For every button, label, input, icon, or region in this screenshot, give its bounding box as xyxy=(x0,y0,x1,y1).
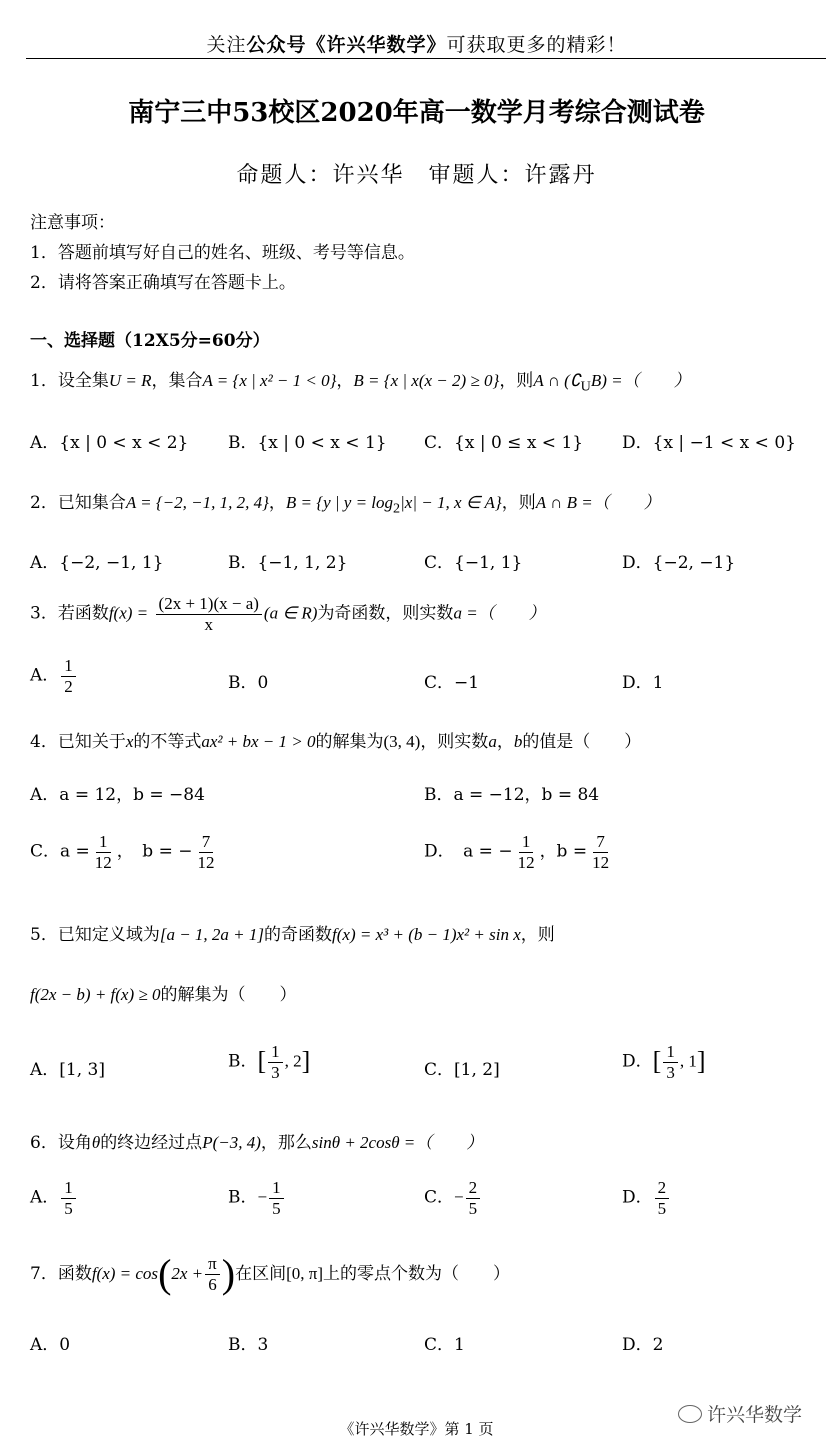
notes-item-2: 2．请将答案正确填写在答题卡上。 xyxy=(30,273,296,293)
exam-title: 南宁三中53校区2020年高一数学月考综合测试卷 xyxy=(128,98,705,128)
q6-option-d: D． $\frac{2}{5}$ xyxy=(622,1178,671,1218)
header-bold: 公众号《许兴华数学》 xyxy=(246,34,447,56)
question-7: 7．函数f(x) = cos(2x + $\frac{\pi}{6}$ )在区间[0, π]上的零点个数为（ ） xyxy=(30,1251,510,1296)
q1-option-b: B．{x | 0 < x < 1} xyxy=(228,433,387,453)
q1-option-d: D．{x | −1 < x < 0} xyxy=(622,433,796,453)
q3-option-b: B．0 xyxy=(228,673,269,693)
q7-option-b: B．3 xyxy=(228,1335,269,1355)
notes-heading: 注意事项： xyxy=(30,213,115,233)
question-5: 5．已知定义域为[a − 1, 2a + 1]的奇函数f(x) = x³ + (b − 1)x² + sin x，则 xyxy=(30,925,555,945)
q7-option-c: C．1 xyxy=(424,1335,465,1355)
q5-option-d: D．[ $\frac{1}{3}$ , 1] xyxy=(622,1042,706,1082)
header-pre: 关注 xyxy=(206,34,247,56)
header-post: 可获取更多的精彩！ xyxy=(446,34,627,56)
q4-option-a: A．a = 12，b = −84 xyxy=(30,785,205,805)
q3-option-c: C．−1 xyxy=(424,673,480,693)
page-header xyxy=(0,30,833,57)
q3-option-d: D．1 xyxy=(622,673,664,693)
notes-item-1: 1．答题前填写好自己的姓名、班级、考号等信息。 xyxy=(30,243,415,263)
question-6: 6．设角θ的终边经过点P(−3, 4)，那么sinθ + 2cosθ =（ ） xyxy=(30,1133,484,1153)
q5-option-a: A．[1, 3] xyxy=(30,1060,105,1080)
q3-fraction: $\frac{(2x + 1)(x - a)}{x}$ xyxy=(156,594,262,634)
q2-option-b: B．{−1, 1, 2} xyxy=(228,553,348,573)
q5-option-b: B．[ $\frac{1}{3}$ , 2] xyxy=(228,1042,311,1082)
exam-authors: 命题人：许兴华 审题人：许露丹 xyxy=(236,163,597,188)
q6-option-a: A． $\frac{1}{5}$ xyxy=(30,1178,78,1218)
q6-option-b: B．− $\frac{1}{5}$ xyxy=(228,1178,286,1218)
q2-option-d: D．{−2, −1} xyxy=(622,553,736,573)
q4-option-d: D． a = − $\frac{1}{12}$ ，b = $\frac{7}{12}$ xyxy=(424,832,610,872)
q2-option-c: C．{−1, 1} xyxy=(424,553,523,573)
page-footer: 《许兴华数学》第 1 页 xyxy=(339,1420,494,1438)
q1-option-c: C．{x | 0 ≤ x < 1} xyxy=(424,433,584,453)
watermark: 许兴华数学 xyxy=(678,1400,802,1427)
question-1: 1．设全集U = R，集合A = {x | x² − 1 < 0}，B = {x | x(x − 2) ≥ 0}，则A ∩ $(∁_UB)$ =（ ） xyxy=(30,371,691,395)
q6-option-c: C．− $\frac{2}{5}$ xyxy=(424,1178,482,1218)
question-3: 3．若函数f(x) = $\frac{(2x + 1)(x - a)}{x}$ (a ∈ R)为奇函数，则实数a =（ ） xyxy=(30,594,546,634)
question-4: 4．已知关于x的不等式ax² + bx − 1 > 0的解集为(3, 4)，则实数a，b的值是（ ） xyxy=(30,732,642,752)
q4-option-b: B．a = −12，b = 84 xyxy=(424,785,600,805)
q7-option-a: A．0 xyxy=(30,1335,71,1355)
header-rule xyxy=(26,58,826,59)
question-2: 2．已知集合A = {−2, −1, 1, 2, 4}，B = {y | $y = \log_2|x| - 1$, x ∈ A}，则A ∩ B =（ ） xyxy=(30,493,661,517)
section-heading: 一、选择题（12X5分=60分） xyxy=(30,331,270,351)
question-5-line-2: f(2x − b) + f(x) ≥ 0的解集为（ ） xyxy=(30,985,297,1005)
q7-option-d: D．2 xyxy=(622,1335,664,1355)
q3-option-a: A． $\frac{1}{2}$ xyxy=(30,656,78,696)
q4-option-c: C．a = $\frac{1}{12}$ ， b = − $\frac{7}{12}$ xyxy=(30,832,215,872)
q1-option-a: A．{x | 0 < x < 2} xyxy=(30,433,189,453)
q2-option-a: A．{−2, −1, 1} xyxy=(30,553,164,573)
q5-option-c: C．[1, 2] xyxy=(424,1060,500,1080)
